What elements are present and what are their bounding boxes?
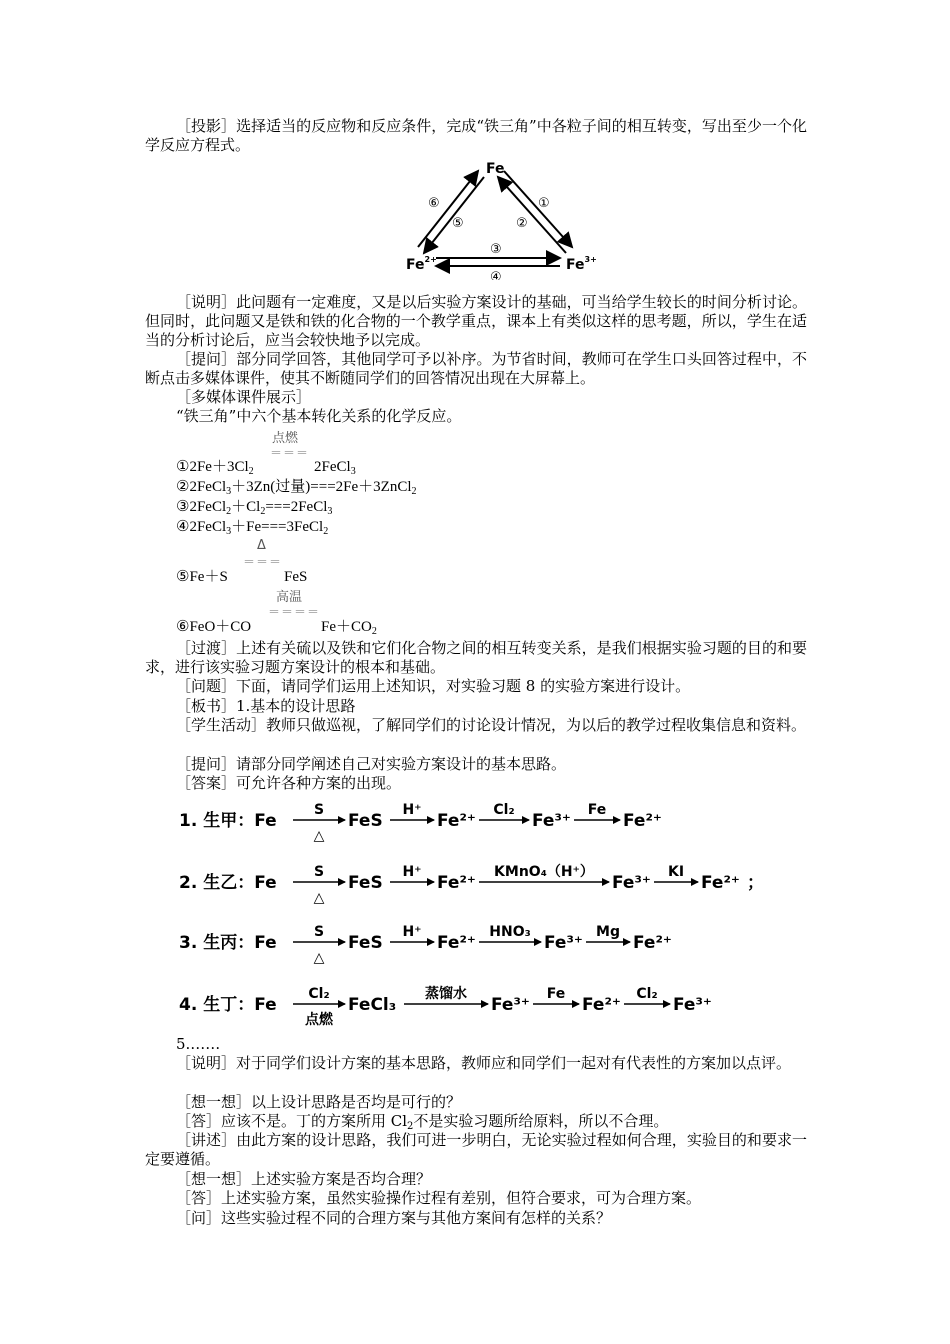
scheme-3-arrowhead-3 bbox=[534, 938, 542, 946]
eq5-condition: Δ bbox=[257, 538, 266, 553]
equation-1: $①2Fe+3Cl_2$ 2FeCl$_3$ bbox=[176, 459, 356, 477]
paragraph-think-2: ［想一想］上述实验方案是否均合理？ bbox=[176, 1170, 432, 1188]
label-3: ③ bbox=[490, 242, 502, 257]
paragraph-student-activity: ［学生活动］教师只做巡视，了解同学们的讨论设计情况，为以后的教学过程收集信息和资料。 bbox=[176, 716, 807, 734]
scheme-1-reagent-1: S bbox=[313, 802, 325, 818]
scheme-1-product-1: FeS bbox=[348, 811, 383, 831]
paragraph-question: ［提问］部分同学回答，其他同学可予以补序。为节省时间，教师可在学生口头回答过程中，不断点击多媒体课件，使其不断随同学们的回答情况出现在大屏幕上。 bbox=[145, 350, 807, 387]
paragraph-answer-1: ［答］应该不是。丁的方案所用 $Cl_2$不是实验习题所给原料，所以不合理。 bbox=[176, 1112, 669, 1132]
node-fe-top: Fe bbox=[486, 161, 505, 177]
eq1-condition: 点燃 bbox=[272, 431, 299, 446]
scheme-3-label: 3. 生丙：Fe bbox=[179, 933, 277, 953]
paragraph-comment: ［说明］对于同学们设计方案的基本思路，教师应和同学们一起对有代表性的方案加以点评。 bbox=[176, 1054, 792, 1072]
equation-5: ⑤Fe＋S FeS bbox=[176, 569, 308, 585]
scheme-3-reagent-3: HNO₃ bbox=[489, 924, 531, 940]
scheme-3-reagent-1: S bbox=[313, 924, 325, 940]
reaction-schemes bbox=[175, 790, 775, 1035]
scheme-1-reagent-4: Fe bbox=[587, 802, 607, 818]
paragraph-explanation: ［说明］此问题有一定难度，又是以后实验方案设计的基础，可当给学生较长的时间分析讨论。但同时，此问题又是铁和铁的化合物的一个教学重点，课本上有类似这样的思考题，所以，学生在适当的分析讨论后，应当会较快地予以完成。 bbox=[145, 293, 807, 349]
scheme-2-label: 2. 生乙：Fe bbox=[179, 873, 277, 893]
equation-2: ②2FeCl$_3$＋3Zn(过量)===2Fe＋3ZnCl$_2$ bbox=[176, 479, 417, 497]
scheme-3-product-2: Fe²⁺ bbox=[437, 933, 476, 953]
scheme-3-arrowhead-1 bbox=[338, 938, 346, 946]
paragraph-problem: ［问题］下面，请同学们运用上述知识，对实验习题 8 的实验方案进行设计。 bbox=[176, 677, 691, 695]
arrow-6 bbox=[418, 171, 478, 247]
scheme-2-reagent-3: KMnO₄（H⁺） bbox=[494, 864, 594, 880]
scheme-1-product-3: Fe³⁺ bbox=[532, 811, 571, 831]
scheme-3-product-3: Fe³⁺ bbox=[544, 933, 583, 953]
paragraph-multimedia: ［多媒体课件展示］ bbox=[176, 388, 312, 406]
scheme-3-product-1: FeS bbox=[348, 933, 383, 953]
paragraph-blackboard: ［板书］1.基本的设计思路 bbox=[176, 697, 356, 715]
scheme-1-arrowhead-2 bbox=[427, 816, 435, 824]
scheme-1-reagent-2: H⁺ bbox=[402, 802, 422, 818]
paragraph-six-reactions: “铁三角”中六个基本转化关系的化学反应。 bbox=[176, 407, 462, 425]
scheme-2-product-3: Fe³⁺ bbox=[612, 873, 651, 893]
scheme-4-label: 4. 生丁：Fe bbox=[179, 995, 277, 1015]
scheme-4-product-2: Fe³⁺ bbox=[491, 995, 530, 1015]
node-fe2: $Fe^{2+}$ bbox=[406, 255, 437, 273]
scheme-4-product-3: Fe²⁺ bbox=[582, 995, 621, 1015]
equation-6: ⑥FeO＋CO $Fe+CO_2$ bbox=[176, 619, 377, 637]
scheme-1-product-2: Fe²⁺ bbox=[437, 811, 476, 831]
scheme-4-reagent-2: 蒸馏水 bbox=[425, 986, 467, 1002]
arrow-5 bbox=[424, 177, 484, 253]
scheme-2-arrowhead-3 bbox=[602, 878, 610, 886]
scheme-1-product-4: Fe²⁺ bbox=[623, 811, 662, 831]
eq5-equals: ＝＝＝ bbox=[243, 555, 283, 569]
eq6-equals: ＝＝＝＝ bbox=[268, 605, 321, 619]
scheme-4-arrowhead-3 bbox=[572, 1000, 580, 1008]
scheme-4-condition-1: 点燃 bbox=[305, 1012, 333, 1028]
scheme-4-arrowhead-1 bbox=[338, 1000, 346, 1008]
paragraph-transition: ［过渡］上述有关硫以及铁和它们化合物之间的相互转变关系，是我们根据实验习题的目的和要求，进行该实验习题方案设计的根本和基础。 bbox=[145, 639, 807, 676]
scheme-2-product-4: Fe²⁺ bbox=[701, 873, 740, 893]
scheme-1-reagent-3: Cl₂ bbox=[493, 802, 515, 818]
scheme-4-product-1: FeCl₃ bbox=[348, 995, 397, 1015]
scheme-4-reagent-4: Cl₂ bbox=[636, 986, 658, 1002]
paragraph-ellipsis: 5.…… bbox=[176, 1035, 221, 1053]
scheme-2-product-1: FeS bbox=[348, 873, 383, 893]
scheme-3-reagent-2: H⁺ bbox=[402, 924, 422, 940]
scheme-2-reagent-4: KI bbox=[667, 864, 685, 880]
scheme-1-condition-1: △ bbox=[313, 828, 325, 844]
label-2: ② bbox=[516, 216, 528, 231]
scheme-2-arrowhead-2 bbox=[427, 878, 435, 886]
scheme-3-arrowhead-2 bbox=[427, 938, 435, 946]
scheme-2-reagent-1: S bbox=[313, 864, 325, 880]
paragraph-narrate: ［讲述］由此方案的设计思路，我们可进一步明白，无论实验过程如何合理，实验目的和要求一定要遵循。 bbox=[145, 1131, 807, 1168]
label-5: ⑤ bbox=[452, 216, 464, 231]
paragraph-think-1: ［想一想］以上设计思路是否均是可行的？ bbox=[176, 1093, 462, 1111]
scheme-3-arrowhead-4 bbox=[623, 938, 631, 946]
equation-3: $③2FeCl_2+Cl_2===2FeCl_3$ bbox=[176, 499, 333, 517]
scheme-1-arrowhead-4 bbox=[613, 816, 621, 824]
scheme-4-reagent-3: Fe bbox=[546, 986, 566, 1002]
paragraph-ask: ［提问］请部分同学阐述自己对实验方案设计的基本思路。 bbox=[176, 755, 567, 773]
eq6-condition: 高温 bbox=[276, 590, 303, 605]
paragraph-question-final: ［问］这些实验过程不同的合理方案与其他方案间有怎样的关系？ bbox=[176, 1209, 612, 1227]
scheme-4-product-4: Fe³⁺ bbox=[673, 995, 712, 1015]
scheme-2-tail: ； bbox=[747, 873, 764, 893]
arrow-2 bbox=[498, 177, 566, 253]
label-6: ⑥ bbox=[428, 196, 440, 211]
scheme-4-arrowhead-2 bbox=[481, 1000, 489, 1008]
eq1-equals: ＝＝＝ bbox=[270, 446, 310, 460]
scheme-2-reagent-2: H⁺ bbox=[402, 864, 422, 880]
scheme-2-arrowhead-1 bbox=[338, 878, 346, 886]
iron-triangle-diagram bbox=[400, 155, 600, 280]
scheme-2-arrowhead-4 bbox=[691, 878, 699, 886]
scheme-3-reagent-4: Mg bbox=[596, 924, 620, 940]
scheme-4-arrowhead-4 bbox=[663, 1000, 671, 1008]
scheme-1-arrowhead-3 bbox=[522, 816, 530, 824]
label-1: ① bbox=[538, 196, 550, 211]
node-fe3: $Fe^{3+}$ bbox=[566, 255, 597, 273]
scheme-2-product-2: Fe²⁺ bbox=[437, 873, 476, 893]
scheme-2-condition-1: △ bbox=[313, 890, 325, 906]
paragraph-projection: ［投影］选择适当的反应物和反应条件，完成“铁三角”中各粒子间的相互转变，写出至少一个化学反应方程式。 bbox=[145, 117, 807, 154]
scheme-3-product-4: Fe²⁺ bbox=[633, 933, 672, 953]
paragraph-answer-2: ［答］上述实验方案，虽然实验操作过程有差别，但符合要求，可为合理方案。 bbox=[176, 1189, 702, 1207]
paragraph-answer: ［答案］可允许各种方案的出现。 bbox=[176, 774, 402, 792]
scheme-1-label: 1. 生甲：Fe bbox=[179, 811, 277, 831]
scheme-1-arrowhead-1 bbox=[338, 816, 346, 824]
scheme-3-condition-1: △ bbox=[313, 950, 325, 966]
equation-4: ④2FeCl$_3$＋Fe===3FeCl$_2$ bbox=[176, 519, 329, 537]
scheme-4-reagent-1: Cl₂ bbox=[308, 986, 330, 1002]
label-4: ④ bbox=[490, 270, 502, 280]
